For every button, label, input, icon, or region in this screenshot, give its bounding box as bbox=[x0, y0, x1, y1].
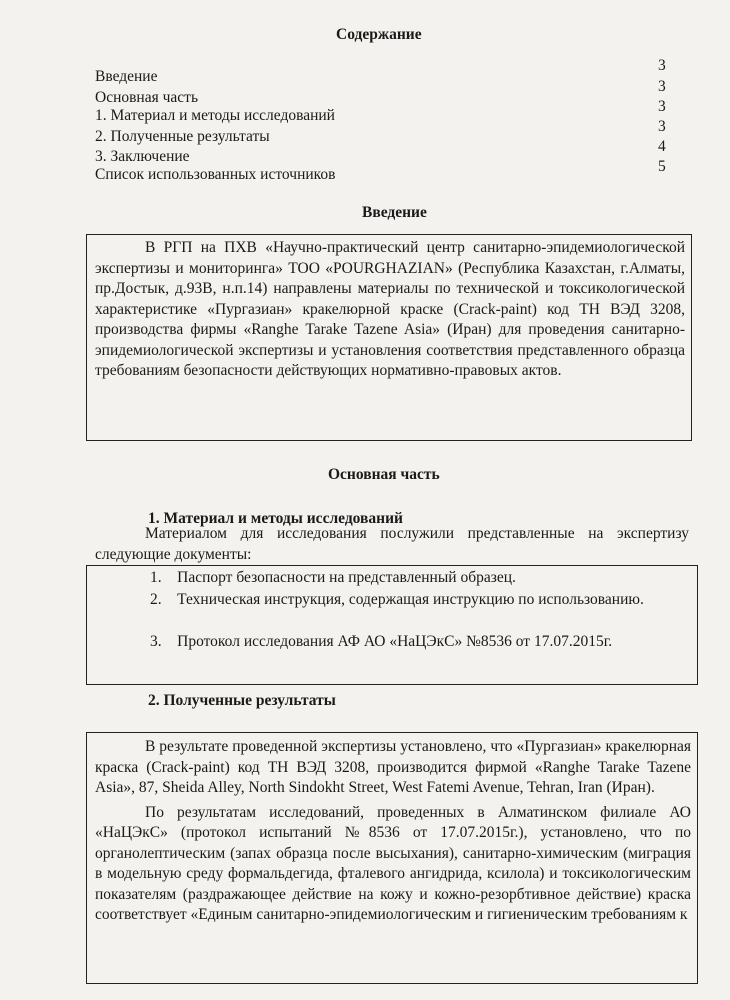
section1-title: 1. Материал и методы исследований bbox=[148, 510, 403, 527]
main-title: Основная часть bbox=[328, 466, 440, 483]
toc-page-number: 3 bbox=[658, 118, 666, 135]
documents-box bbox=[86, 565, 698, 685]
toc-page-number: 3 bbox=[658, 57, 666, 74]
intro-paragraph bbox=[95, 238, 685, 382]
toc-item-label: 3. Заключение bbox=[95, 148, 190, 165]
document-list-item: 2. Техническая инструкция, содержащая инструкцию по использованию. bbox=[150, 591, 644, 608]
intro-title: Введение bbox=[362, 204, 427, 221]
toc-page-number: 3 bbox=[658, 98, 666, 115]
section1-lead bbox=[95, 524, 689, 565]
results-paragraphs bbox=[95, 737, 691, 926]
results-paragraph: В результате проведенной экспертизы установлено, что «Пургазиан» кракелюрная краска (Crack-paint) код ТН ВЭД 3208, производится фирмой «Ranghe Tarake Tazene Asia», 87, Sheida Alley, North Sindokht Street, West Fatemi Avenue, Tehran, Iran (Иран). bbox=[95, 738, 691, 796]
toc-page-number: 5 bbox=[658, 158, 666, 175]
section2-title: 2. Полученные результаты bbox=[148, 692, 336, 709]
section1-lead-text: Материалом для исследования послужили представленные на экспертизу следующие документы: bbox=[95, 525, 689, 563]
toc-item-label: Введение bbox=[95, 68, 158, 85]
results-paragraph: По результатам исследований, проведенных в Алматинском филиале АО «НаЦЭкС» (протокол испытаний №8536 от 17.07.2015г.), установлено, что по органолептическим (запах образца после высыхания), санитарно-химическим (миграция в модельную среду формальдегида, фталевого ангидрида, ксилола) и токсикологическим показателям (раздражающее действие на кожу и кожно-резорбтивное действие) краска соответствует «Единым санитарно-эпидемиологическим и гигиеническим требованиям к bbox=[95, 803, 691, 923]
toc-item-label: 1. Материал и методы исследований bbox=[95, 107, 335, 124]
toc-item-label: 2. Полученные результаты bbox=[95, 128, 270, 145]
toc-page-number: 4 bbox=[658, 138, 666, 155]
document-list-item: 3. Протокол исследования АФ АО «НаЦЭкС» №8536 от 17.07.2015г. bbox=[150, 633, 613, 650]
intro-text: В РГП на ПХВ «Научно-практический центр санитарно-эпидемиологической экспертизы и мониторинга» ТОО «POURGHAZIAN» (Республика Казахстан, г.Алматы, пр.Достык, д.93В, н.п.14) направлены материалы по технической и токсикологической характеристике «Пургазиан» кракелюрной краске (Crack-paint) код ТН ВЭД 3208, производства фирмы «Ranghe Tarake Tazene Asia» (Иран) для проведения санитарно-эпидемиологической экспертизы и установления соответствия представленного образца требованиям безопасности действующих нормативно-правовых актов. bbox=[95, 239, 685, 379]
toc-item-label: Основная часть bbox=[95, 89, 199, 106]
toc-title: Содержание bbox=[336, 26, 422, 43]
document-list-item: 1. Паспорт безопасности на представленный образец. bbox=[150, 569, 516, 586]
toc-item-label: Список использованных источников bbox=[95, 166, 336, 183]
toc-page-number: 3 bbox=[658, 78, 666, 95]
intro-box bbox=[86, 234, 692, 441]
results-box bbox=[86, 732, 698, 984]
